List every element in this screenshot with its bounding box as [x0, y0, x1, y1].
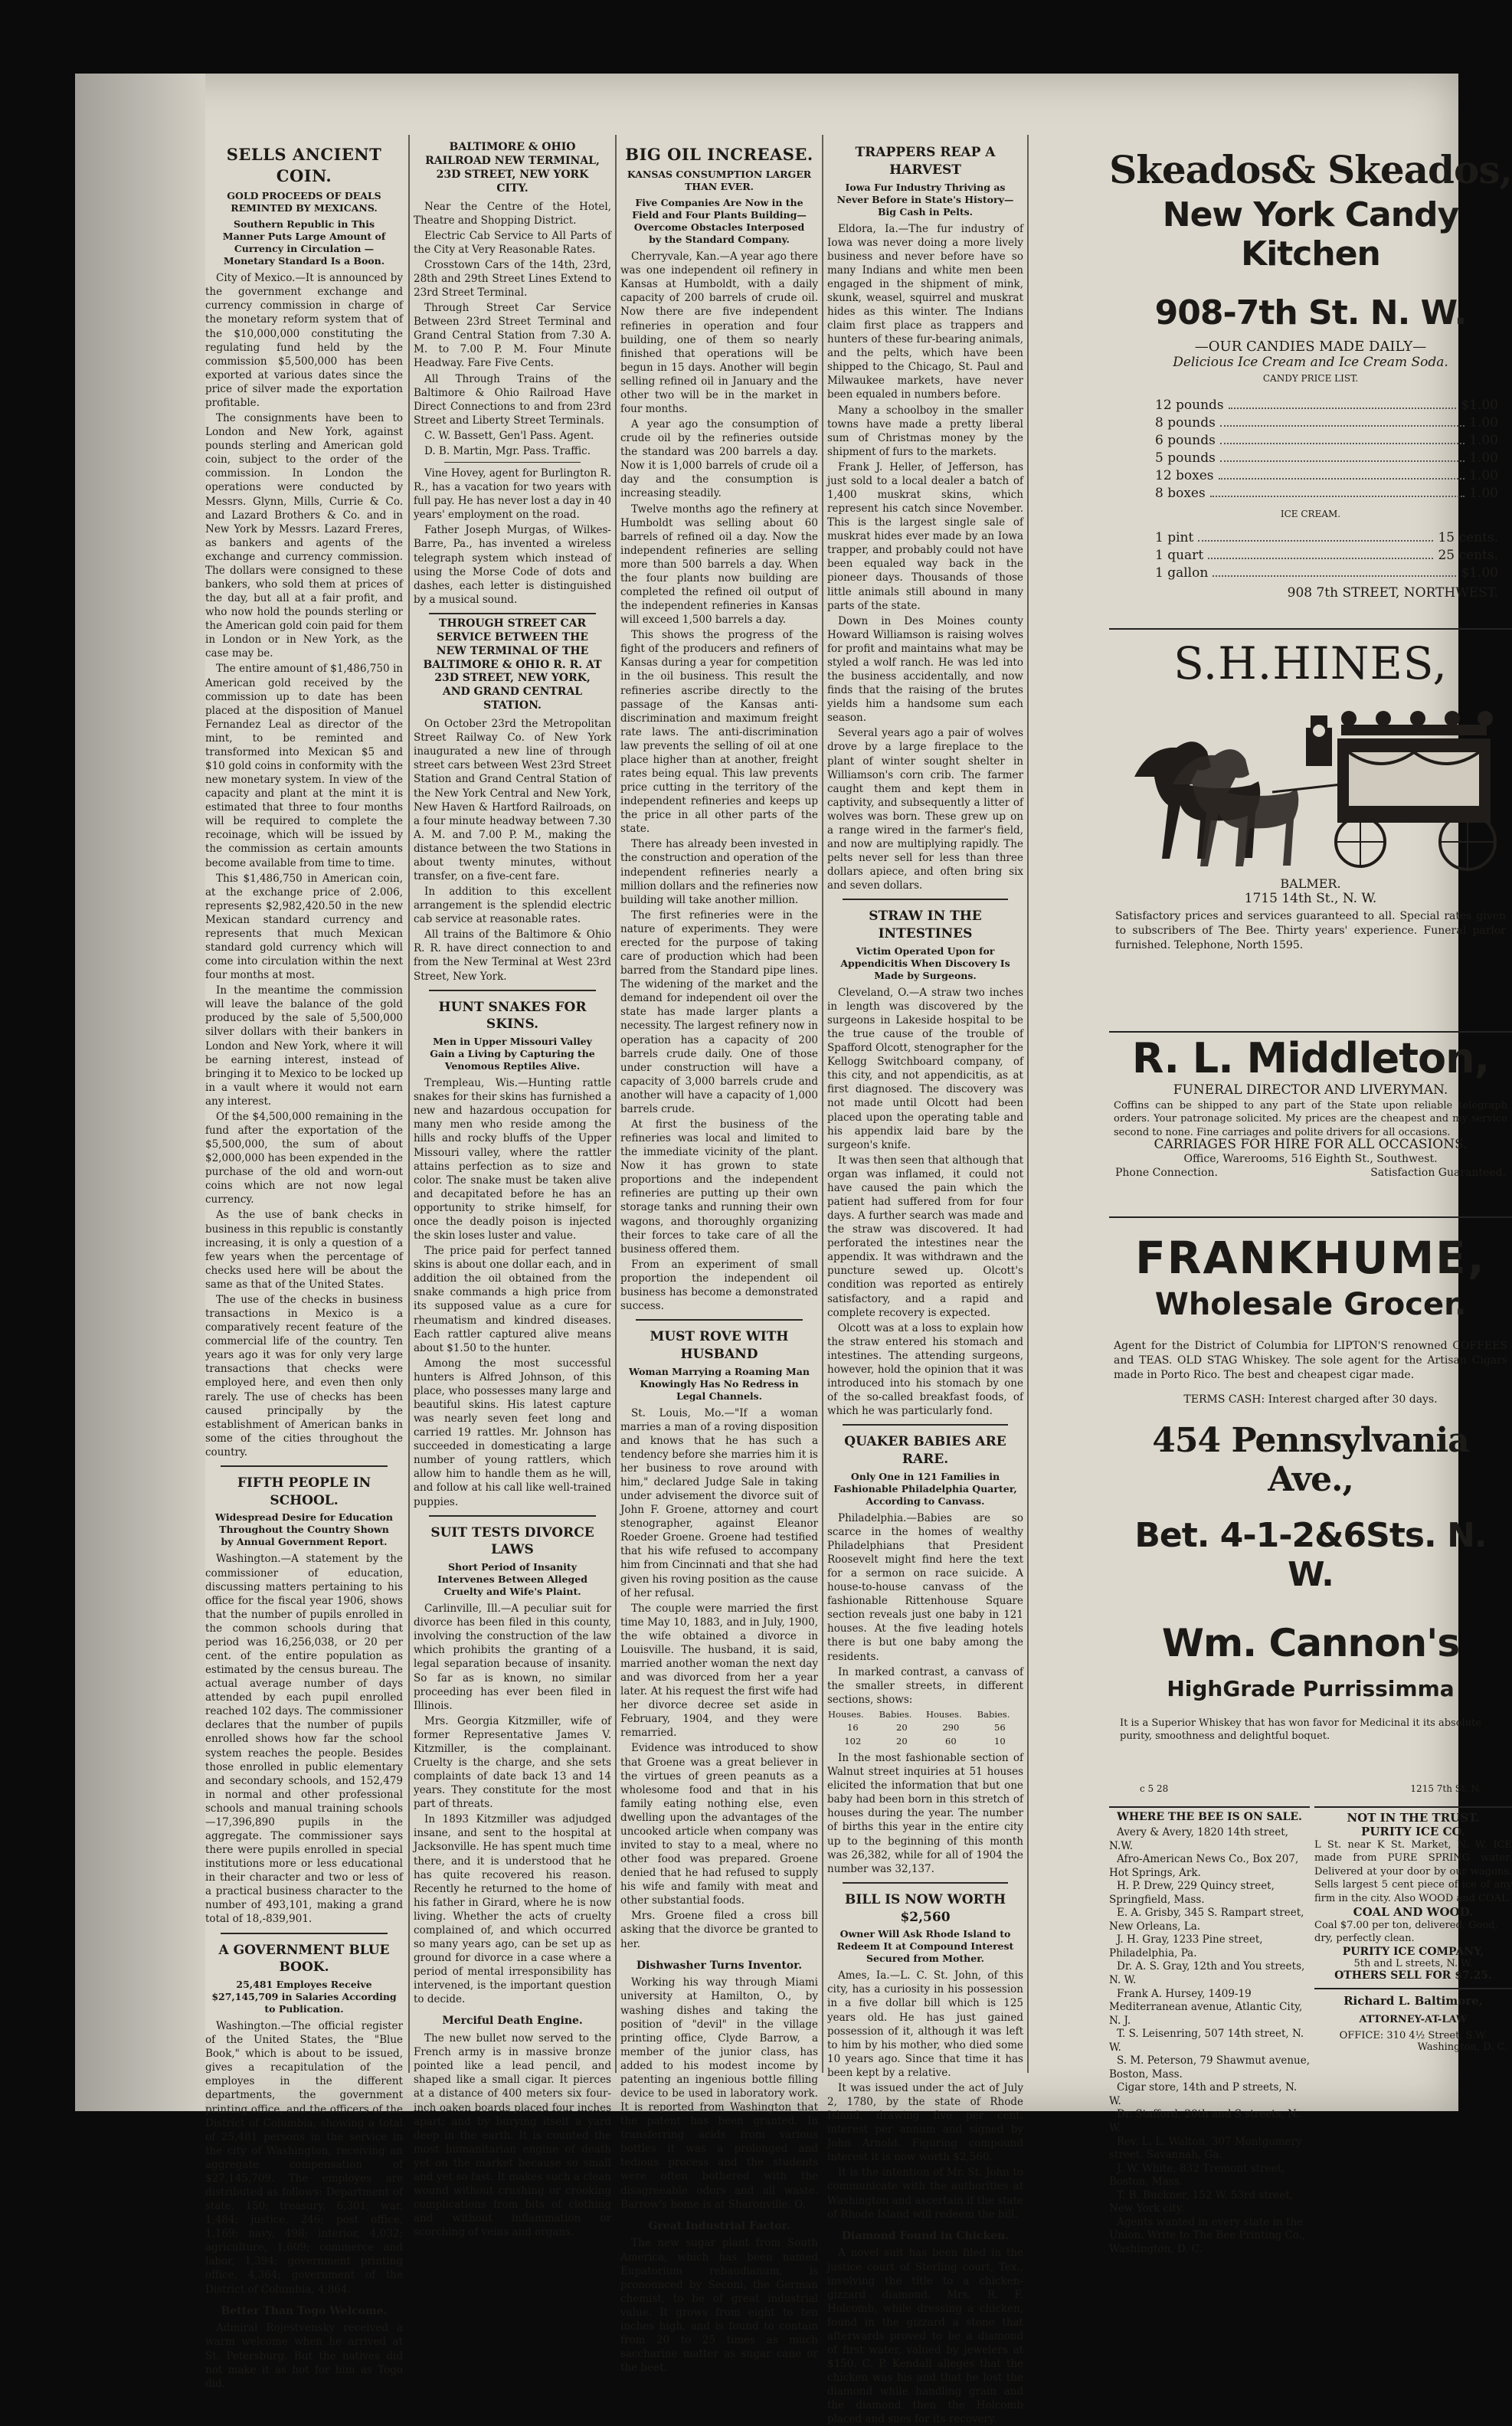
paragraph: In addition to this excellent arrangement is the splendid electric cab service at reasonable rates.	[414, 886, 611, 926]
paragraph: D. B. Martin, Mgr. Pass. Traffic.	[424, 444, 591, 457]
paragraph: Carlinville, Ill.—A peculiar suit for divorce has been filed in this county, involving the construction of the law which prohibits the granting of a legal separation because of insanity. So far as is known, no similar proceeding has ever been filed in Illinois.	[414, 1603, 611, 1712]
leader-dots	[1219, 468, 1465, 480]
minor-headline: Great Industrial Factor.	[648, 2219, 790, 2232]
ad-address: 908-7th St. N. W.	[1154, 293, 1467, 332]
column-1	[205, 139, 403, 2390]
table-cell: 290	[942, 1722, 960, 1734]
paragraph: Down in Des Moines county Howard Williamson is raising wolves for profit and maintains what may be styled a wolf ranch. He was led into the business accidentally, and now finds that the raising of the brutes yields him a handsome sum each season.	[827, 614, 1023, 725]
paragraph: There has already been invested in the construction and operation of the independent refineries nearly a million dollars and the refineries now building will take another million.	[620, 838, 818, 906]
price-row	[1155, 450, 1498, 466]
price-value: 1.00	[1469, 450, 1498, 466]
price-row	[1155, 398, 1498, 413]
table-header-cell: Babies.	[977, 1708, 1010, 1720]
headline: SUIT TESTS DIVORCE LAWS	[430, 1524, 594, 1558]
paragraph: Among the most successful hunters is Alfred Johnson, of this place, who possesses many large and beautiful skins. His latest capture was nearly seven feet long and carried 19 rattles. Mr. Johnson has succeeded in domesticating a large number of young rattlers, which allow him to handle them as he will, and follow at his call like well-trained puppies.	[414, 1357, 611, 1508]
paragraph: As the use of bank checks in business in this republic is constantly increasing, it is only a question of a few years when the percentage of checks used here will be about the same as that of the United States.	[205, 1209, 403, 1291]
price-value: 1.00	[1469, 433, 1498, 448]
column-3	[620, 139, 818, 2375]
paragraph: The new bullet now served to the French army is in massive bronze pointed like a lead pencil, and shaped like a small cigar. It pierces at a distance of 400 meters six four-inch oaken boards placed four inches apart; and by burying itself a yard deep in the earth. It is counted the most humanitarian engine of death yet on the market because so small and yet so fast. It makes such a clean wound without crushing or crooking complications from bits of clothing and without inflammation or scorching of veins and organs.	[414, 2032, 611, 2239]
divider	[444, 462, 581, 463]
frankhume-ad	[1109, 1216, 1512, 1624]
paragraph: Several years ago a pair of wolves drove by a large fireplace to the plant of winter sought shelter in Williamson's corn crib. The farmer caught them and kept them in captivity, and subsequently a litter of wolves was born. These grew up on a range wired in the farmer's field, and now are multiplying rapidly. The pelts never sell for less than three dollars apiece, and often bring six and seven dollars.	[827, 727, 1023, 892]
list-item: Afro-American News Co., Box 207, Hot Springs, Ark.	[1109, 1853, 1299, 1879]
paragraph: Ames, Ia.—L. C. St. John, of this city, has a curiosity in his possession in a five dollar bill which is 125 years old. He has just gained possession of it, although it was left to him by his mother, who died some 10 years ago. Since that time it has been kept by a relative.	[827, 1969, 1023, 2079]
subheadline: Woman Marrying a Roaming Man Knowingly Has No Redress in Legal Channels.	[629, 1365, 810, 1402]
paragraph: The consignments have been to London and New York, against pounds sterling and American gold coin, subject to the order of the commission. In London the operations were conducted by Messrs. Glynn, Mills, Currie & Co. and Lazard Brothers & Co. and in New York by Messrs. Lazard Freres, as bankers and agents of the exchange and currency commission. The dollars were consigned to these bankers, who sold them at prices of the day, but all at a fair profit, and who now hold the pounds sterling or the American gold coin paid for them in London or in New York, as the case may be.	[205, 412, 403, 660]
ad-text: Agent for the District of Columbia for LIPTON'S renowned COFFEES and TEAS. OLD STAG Whiskey. The sole agent for the Artisan Cigars made in Porto Rico. The best and cheapest cigar made.	[1114, 1340, 1507, 1381]
column-rule	[408, 135, 410, 2073]
subheadline: Widespread Desire for Education Throughout the Country Shown by Annual Government Report.	[215, 1511, 393, 1548]
paragraph: Father Joseph Murgas, of Wilkes-Barre, Pa., has invented a wireless telegraph system which instead of using the Morse Code of dots and dashes, each letter is distinguished by a musical sound.	[414, 524, 611, 606]
list-item: J. H. Gray, 1233 Pine street, Philadelphia, Pa.	[1109, 1933, 1263, 1959]
price-label: 12 pounds	[1155, 398, 1224, 413]
leader-dots	[1198, 530, 1433, 542]
ad-text: Coffins can be shipped to any part of the State upon reliable telegraph orders. Your patronage solicited. My prices are the cheapest and my service second to none. Fine carriages and polite drivers for all occasions.	[1114, 1100, 1507, 1138]
price-value: 1.00	[1469, 486, 1498, 501]
ad-title: NOT IN THE TRUST.	[1347, 1811, 1480, 1825]
price-label: 12 boxes	[1155, 468, 1214, 483]
leader-dots	[1220, 450, 1465, 462]
list-item: Frank A. Hursey, 1409-19 Mediterranean avenue, Atlantic City, N. J.	[1109, 1987, 1303, 2027]
price-value: $1.00	[1461, 565, 1498, 581]
price-value: 1.00	[1469, 468, 1498, 483]
paragraph: Crosstown Cars of the 14th, 23rd, 28th and 29th Street Lines Extend to 23rd Street Terminal.	[414, 258, 611, 300]
paragraph: Evidence was introduced to show that Groene was a great believer in the virtues of green peanuts as a wholesome food and that in his family eating nothing else, even dwelling upon the advantages of the uncooked article when company was invited to stay to a meal, where no other food was prepared. Groene denied that he had refused to supply his wife and family with meat and other substantial foods.	[620, 1742, 818, 1907]
subheadline: Owner Will Ask Rhode Island to Redeem It at Compound Interest Secured from Mother.	[836, 1928, 1014, 1965]
price-row	[1155, 565, 1498, 581]
paragraph: Vine Hovey, agent for Burlington R. R., has a vacation for two years with full pay. He has never lost a day in 40 years' employment on the road.	[414, 467, 611, 522]
ad-line: Delicious Ice Cream and Ice Cream Soda.	[1173, 355, 1448, 370]
table-cell: 102	[844, 1735, 862, 1747]
table-row	[827, 1721, 1023, 1734]
paragraph: The new sugar plant from South America, which has been named Eupatorium rebaudianum, is pronounced by Seconi, the German chemist, to be of great industrial value. It grows from eight to ten inches high, and is found to contain from 20 to 25 times as much saccharine matter as sugar cane or the beet.	[620, 2237, 818, 2375]
subheadline: Southern Republic in This Manner Puts Large Amount of Currency in Circulation — Monetary Standard Is a Boon.	[222, 218, 386, 267]
divider	[429, 613, 596, 614]
price-list	[1109, 398, 1512, 501]
paragraph: All Through Trains of the Baltimore & Ohio Railroad Have Direct Connections to and from 23rd Street and Liberty Street Terminals.	[414, 372, 611, 427]
subheadline: Only One in 121 Families in Fashionable Philadelphia Quarter, According to Canvass.	[833, 1470, 1017, 1507]
babies-table	[827, 1708, 1023, 1748]
ad-line: Coal $7.00 per ton, delivered. Good, dry, perfectly clean.	[1314, 1920, 1498, 1945]
ad-name: BALMER.	[1280, 876, 1341, 891]
paragraph: On October 23rd the Metropolitan Street Railway Co. of New York inaugurated a new line of through street cars between West 23rd Street Station and Grand Central Station of the New York Central and New York, New Haven & Hartford Railroads, on a four minute headway between 7.30 A. M. and 7.00 P. M., making the distance between the two Stations in about twenty minutes, without transfer, on a five-cent fare.	[414, 718, 611, 883]
paragraph: The use of the checks in business transactions in Mexico is a comparatively recent feature of the commercial life of the country. Ten years ago it was for only very large transactions that checks were employed here, and even then only rarely. The use of checks has been caused principally by the establishment of American banks in some of the cities throughout the country.	[205, 1293, 403, 1459]
headline: QUAKER BABIES ARE RARE.	[844, 1434, 1006, 1467]
headline: A GOVERNMENT BLUE BOOK.	[218, 1942, 390, 1976]
ad-text: It is a Superior Whiskey that has won favor for Medicinal it its absolute purity, smoothness and delightful boquet.	[1120, 1717, 1481, 1743]
paragraph: In the most fashionable section of Walnut street inquiries at 51 houses elicited the information that but one baby had been born in this stretch of houses during the year. The number of births this year in the entire city up to the beginning of this month was 26,382, while for all of 1904 the number was 32,137.	[827, 1752, 1023, 1875]
column-rule	[822, 135, 823, 2073]
paragraph: Olcott was at a loss to explain how the straw entered his stomach and intestines. The attending surgeons, however, hold the opinion that it was introduced into his stomach by one of the so-called breakfast foods, of which he was particularly fond.	[827, 1321, 1023, 1418]
list-item: Rev. L. L. Walton, 307 Montgomery street, Savannah, Ga.	[1109, 2135, 1302, 2162]
list-item: J. W. White, 832 Tremont street, Boston, Mass.	[1109, 2162, 1285, 2189]
leader-dots	[1213, 565, 1456, 577]
ice-cream-list	[1109, 530, 1512, 581]
table-header-cell: Houses.	[828, 1708, 864, 1720]
ad-line: OTHERS SELL FOR $7.25.	[1334, 1969, 1492, 1982]
paragraph: Frank J. Heller, of Jefferson, has just sold to a local dealer a batch of 1,400 muskrat skins, which represent his catch since November. This is the largest single sale of muskrat hides ever made by an Iowa trapper, and probably could not have been equaled way back in the pioneer days. Thousands of those little animals still abound in many parts of the state.	[827, 460, 1023, 612]
bee-sale-list	[1109, 1806, 1310, 2255]
leader-dots	[1229, 398, 1457, 409]
table-cell: 10	[994, 1735, 1006, 1747]
headline: STRAW IN THE INTESTINES	[869, 909, 982, 942]
table-cell: 20	[896, 1735, 908, 1747]
ad-title: FRANKHUME,	[1135, 1232, 1486, 1284]
price-row	[1155, 415, 1498, 431]
list-item: Agents wanted in every state in the Union. Write to The Bee Printing Co., Washington, D. C.	[1109, 2215, 1306, 2255]
subheadline: Iowa Fur Industry Thriving as Never Before in State's History—Big Cash in Pelts.	[836, 181, 1014, 218]
ad-subtitle: FUNERAL DIRECTOR AND LIVERYMAN.	[1173, 1082, 1448, 1098]
list-item: T. B. Buckner, 152 W. 53rd street, New York city.	[1109, 2189, 1293, 2215]
subheadline: Five Companies Are Now in the Field and Four Plants Building—Overcome Obstacles Interposed by the Standard Company.	[632, 197, 807, 246]
paragraph: Eldora, Ia.—The fur industry of Iowa was never doing a more lively business and never before have so many Indians and white men been engaged in the shipment of mink, skunk, weasel, squirrel and muskrat hides as this winter. The Indians claim first place as trappers and hunters of these fur-bearing animals, and the pelts, which have been shipped to the Chicago, St. Paul and Milwaukee markets, have never been equaled in numbers before.	[827, 222, 1023, 401]
headline: BILL IS NOW WORTH $2,560	[844, 1891, 1006, 1925]
ad-subtitle: New York Candy Kitchen	[1162, 195, 1459, 273]
price-row	[1155, 486, 1498, 501]
price-row	[1155, 548, 1498, 563]
ad-line: CARRIAGES FOR HIRE FOR ALL OCCASIONS.	[1154, 1137, 1468, 1152]
paragraph: The first refineries were in the nature of experiments. They were erected for the purpose of taking care of production which had been barred from the Standard pipe lines. The widening of the market and the demand for independent oil over the state has made larger plants a necessity. The largest refinery now in operation has a capacity of 200 barrels crude daily. One of those under construction will have a capacity of 3,000 barrels crude and another will have a capacity of 1,000 barrels crude.	[620, 909, 818, 1115]
ad-address: 1715 14th St., N. W.	[1244, 891, 1377, 906]
price-value: 15 cents.	[1438, 530, 1498, 545]
price-label: 1 quart	[1155, 548, 1204, 563]
column-rule	[1027, 135, 1029, 2073]
minor-headline: Dishwasher Turns Inventor.	[636, 1959, 803, 1972]
list-item: Dr. A. S. Gray, 12th and You streets, N. W.	[1109, 1960, 1305, 1987]
list-item: Avery & Avery, 1820 14th street, N.W.	[1109, 1826, 1288, 1852]
price-label: 5 pounds	[1155, 450, 1216, 466]
divider	[843, 1882, 1008, 1884]
ad-line: COAL AND WOOD.	[1353, 1905, 1474, 1920]
price-label: 1 gallon	[1155, 565, 1209, 581]
subheadline: KANSAS CONSUMPTION LARGER THAN EVER.	[627, 169, 812, 193]
ad-office: OFFICE: 310 4½ Street, S.W.	[1339, 2029, 1487, 2041]
paragraph: Cherryvale, Kan.—A year ago there was one independent oil refinery in Kansas at Humboldt, with a daily capacity of 200 barrels of crude oil. Now there are five independent refineries in operation and four building, one of them so nearly finished that operations will be begun in 15 days. Another will begin selling refined oil in January and the other two will be in the market in four months.	[620, 250, 818, 415]
leader-dots	[1208, 548, 1433, 559]
price-row	[1155, 468, 1498, 483]
price-value: 25 cents.	[1438, 548, 1498, 563]
table-header-cell: Houses.	[925, 1708, 962, 1720]
ad-title: R. L. Middleton,	[1131, 1034, 1490, 1082]
paragraph: Electric Cab Service to All Parts of the City at Very Reasonable Rates.	[414, 229, 611, 256]
paragraph: From an experiment of small proportion the independent oil business has become a demonstrated success.	[620, 1258, 818, 1312]
ad-title: Richard L. Baltimore,	[1343, 1993, 1483, 2008]
bee-agents-list	[1109, 1826, 1310, 2257]
paragraph: Many a schoolboy in the smaller towns have made a pretty liberal sum of Christmas money by the shipment of furs to the markets.	[827, 404, 1023, 458]
ad-line: Satisfaction Guaranteed.	[1370, 1166, 1506, 1179]
divider	[221, 1465, 388, 1467]
price-label: 8 boxes	[1155, 486, 1206, 501]
paragraph: Working his way through Miami university at Hamilton, O., by washing dishes and taking the position of "devil" in the village printing office, Clyde Barrow, a member of the junior class, has added to his modest income by patenting an ingenious bottle filling device to be used in laboratory work. It is reported from Washington that the patent has been granted. In transferring acids from various bottles it was a prolonged and tedious process and the students were often bothered with the disagreeable odors and all waste. Barrow's home is at Sharonville, O.	[620, 1976, 818, 2211]
paragraph: This $1,486,750 in American coin, at the exchange price of 2.006, represents $2,982,420.50 in the new Mexican standard currency and represents that much Mexican standard gold currency which will come into circulation within the next four months at most.	[205, 872, 403, 982]
paragraph: In marked contrast, a canvass of the smaller streets, in different sections, shows:	[827, 1665, 1023, 1706]
table-cell: 16	[847, 1722, 859, 1734]
divider	[636, 1319, 803, 1321]
paragraph: Cleveland, O.—A straw two inches in length was discovered by the surgeons in Lakeside hospital to be the true cause of the trouble of Spafford Olcott, stenographer for the Kellogg Switchboard company, of this city, and not appendicitis, as at first diagnosed. The discovery was not made until Olcott had been placed upon the operating table and his appendix laid bare by the surgeon's knife.	[827, 986, 1023, 1151]
page-edge	[75, 74, 205, 2111]
column-2	[414, 139, 611, 2239]
ad-line: CANDY PRICE LIST.	[1262, 373, 1359, 384]
middleton-ad-footer	[1109, 1137, 1512, 1195]
paragraph: Through Street Car Service Between 23rd Street Terminal and Grand Central Station from 7.30 A. M. to 7.00 P. M. Four Minute Headway. Fare Five Cents.	[414, 302, 611, 370]
leader-dots	[1210, 486, 1465, 497]
ad-city: Washington, D. C.	[1417, 2041, 1507, 2053]
paragraph: The couple were married the first time May 10, 1883, and in July, 1900, the wife obtained a divorce in Louisville. The husband, it is said, married another woman the next day and was divorced from her a year later. At his request the first wife had her divorce decree set aside in February, 1904, and they were remarried.	[620, 1602, 818, 1740]
table-header-cell: Babies.	[879, 1708, 912, 1720]
subheadline: Short Period of Insanity Intervenes Between Alleged Cruelty and Wife's Plaint.	[437, 1561, 587, 1598]
newspaper-page	[75, 74, 1512, 2426]
divider	[843, 899, 1008, 900]
price-label: 8 pounds	[1155, 415, 1216, 431]
paragraph: This shows the progress of the fight of the producers and refiners of Kansas during a year for competition in the oil business. This result the refineries ascribe directly to the passage of the Kansas anti-discrimination and maximum freight rate laws. The anti-discrimination law prevents the selling of oil at one place higher than at another, freight rates being equal. This law prevents price cutting in the territory of the independent refineries and keeps up the price in all other parts of the state.	[620, 629, 818, 836]
list-item: S. M. Peterson, 79 Shawmut avenue, Boston, Mass.	[1109, 2054, 1310, 2081]
middleton-ad	[1109, 1031, 1512, 1138]
ad-subtitle: ATTORNEY-AT-LAW	[1359, 2013, 1468, 2025]
cannon-ad	[1109, 1621, 1512, 1759]
paragraph: It is the intention of Mr. St. John to communicate with the authorities at Washington and ascertain if the state of Rhode Island will redeem the bill.	[827, 2166, 1023, 2221]
paragraph: Of the $4,500,000 remaining in the fund after the exportation of the $5,500,000, the sum of about $2,000,000 has been expended in the purchase of the old and worn-out coins which are not now legal currency.	[205, 1110, 403, 1206]
paragraph: A novel suit has been filed in the justice court of Sterling court, Tex., involving the title to a chicken-gizzard diamond. Mrs. R. F. Holcomb, while dressing a chicken, found in the gizzard a stone that afterwards proved to be a diamond of first water, valued by jewelers at $150. C. P. Kendall alleges that the chicken was his and that he lost the diamond while handling grain and the diamond then the Holcomb placed and sues for its recovery.	[827, 2247, 1023, 2426]
price-row	[1155, 433, 1498, 448]
headline: MUST ROVE WITH HUSBAND	[650, 1329, 789, 1362]
paragraph: At first the business of the refineries was local and limited to the immediate vicinity of the plant. Now it has grown to state proportions and the independent refineries are putting up their own storage tanks and running their own wagons, and thoroughly organizing their forces to take care of all the business offered them.	[620, 1118, 818, 1256]
paragraph: Washington.—The official register of the United States, the "Blue Book," which is about to be issued, gives a recapitulation of the employes in the different departments, the government printing office, and the officers of the District of Columbia, showing a total of 25,481 persons in the service in the city of Washington, receiving an aggregate compensation of $27,145,709. The employes are distributed as follows: Department of state, 150; treasury, 6,301; war, 1,484; justice, 246; post office, 1,169; navy, 498; interior, 4,032; agriculture, 1,609; commerce and labor, 1,394; government printing office, 4,364; government of the District of Columbia, 4,864.	[205, 2020, 403, 2296]
price-label: 1 pint	[1155, 530, 1194, 545]
list-item: T. S. Leisenring, 507 14th street, N. W.	[1109, 2028, 1304, 2054]
paragraph: Philadelphia.—Babies are so scarce in the homes of wealthy Philadelphians that President Roosevelt might find here the text for a sermon on race suicide. A house-to-house canvass of the fashionable Rittenhouse Square section reveals just one baby in 121 houses. At the five leading hotels there is but one baby among the residents.	[827, 1511, 1023, 1663]
ad-line: Phone Connection.	[1115, 1166, 1218, 1179]
paragraph: Twelve months ago the refinery at Humboldt was selling about 60 barrels of refined oil a day. Now the independent refineries are selling more than 500 barrels a day. When the four plants now building are completed the refined oil output of the independent refineries in Kansas will exceed 1,500 barrels a day.	[620, 503, 818, 627]
list-title: WHERE THE BEE IS ON SALE.	[1117, 1811, 1302, 1823]
paragraph: It was issued under the act of July 2, 1780, by the state of Rhode Island, drawing five per cent. interest per annum and signed by John Arnold. Figuring compound interest it is now worth $2,560.	[827, 2081, 1023, 2164]
subheadline: 25,481 Employes Receive $27,145,709 in Salaries According to Publication.	[211, 1979, 397, 2015]
ad-address: 5th and L streets, N. W.	[1353, 1957, 1473, 1969]
list-item: Cigar store, 14th and P streets, N. W.	[1109, 2081, 1298, 2107]
ad-title: Skeados& Skeados,	[1109, 147, 1512, 192]
column-rule	[615, 135, 617, 2073]
ad-footer-left: c 5 28	[1140, 1783, 1169, 1794]
divider	[221, 1933, 388, 1934]
ad-footer: 908 7th STREET, NORTHWEST.	[1287, 585, 1498, 601]
ad-subtitle: HighGrade Purrissimma	[1167, 1676, 1455, 1701]
divider	[429, 1515, 596, 1517]
table-row	[827, 1735, 1023, 1748]
ad-line: —OUR CANDIES MADE DAILY—	[1194, 339, 1427, 355]
paragraph: The price paid for perfect tanned skins is about one dollar each, and in addition the oil obtained from the snake commands a high price from its supposed value as a cure for rheumatism and kindred diseases. Each rattler captured alive means about $1.50 to the hunter.	[414, 1245, 611, 1354]
divider	[843, 1424, 1008, 1426]
hearse-illustration	[1119, 692, 1502, 876]
paragraph: City of Mexico.—It is announced by the government exchange and currency commission in charge of the monetary reform system that of the $10,000,000 constituting the regulating fund held by the commission $5,500,000 has been exported at various dates since the price of silver made the exportation profitable.	[205, 272, 403, 409]
table-cell: 60	[945, 1735, 957, 1747]
ad-terms: TERMS CASH: Interest charged after 30 days.	[1183, 1393, 1438, 1406]
paragraph: Washington.—A statement by the commissioner of education, discussing matters pertaining to his office for the fiscal year 1906, shows that the number of pupils enrolled in the common schools during that period was 16,256,038, or 20 per cent. of the entire population as estimated by the census bureau. The actual average number of days attended by each pupil enrolled reached 102 days. The commissioner declares that the number of pupils enrolled shows how far the school system reaches the people. Besides those enrolled in public elementary and secondary schools, and 152,479 in normal and other professional schools and manual training schools —17,396,890 pupils in the aggregate. The commissioner says there were pupils enrolled in special institutions more or less educational in their character and two or less of a practical business character to the number of 493,101, making a grand total of 18,-839,901.	[205, 1553, 403, 1926]
leader-dots	[1220, 433, 1465, 444]
paragraph: Admiral Rojestvensky received a warm welcome when he arrived at St. Petersburg. But the natives did not make it as hot for him as Togo did.	[205, 2322, 403, 2390]
paragraph: In the meantime the commission will leave the balance of the gold produced by the sale of 5,500,000 silver dollars with their bankers in London and New York, where it will be earning interest, instead of bringing it to Mexico to be locked up in a vault where it would not earn any interest.	[205, 984, 403, 1108]
divider	[1314, 1988, 1512, 1989]
subheadline: Victim Operated Upon for Appendicitis When Discovery Is Made by Surgeons.	[840, 945, 1010, 981]
price-value: 1.00	[1469, 415, 1498, 431]
minor-headline: Diamond Found in Chicken.	[841, 2229, 1010, 2242]
candy-kitchen-ad	[1109, 147, 1512, 622]
subheadline: Men in Upper Missouri Valley Gain a Living by Capturing the Venomous Reptiles Alive.	[430, 1036, 595, 1072]
headline: SELLS ANCIENT COIN.	[226, 145, 382, 186]
headline: TRAPPERS REAP A HARVEST	[855, 145, 996, 178]
ad-footer-right: 1215 7th St. N.	[1410, 1783, 1481, 1794]
ad-title: Wm. Cannon's	[1161, 1621, 1460, 1665]
ad-line: Office, Warerooms, 516 Eighth St., Southwest.	[1183, 1153, 1438, 1165]
price-row	[1155, 530, 1498, 545]
paragraph: Mrs. Georgia Kitzmiller, wife of former Representative James V. Kitzmiller, is the complainant. Cruelty is the charge, and she sets complaints of date back 13 and 14 years. They constitute for the most part of threats.	[414, 1714, 611, 1811]
ad-name: PURITY ICE CO.	[1361, 1825, 1465, 1838]
headline: BIG OIL INCREASE.	[625, 145, 813, 164]
paragraph: All trains of the Baltimore & Ohio R. R. have direct connection to and from the New Terminal at West 23rd Street, New York.	[414, 928, 611, 983]
ad-text: Satisfactory prices and services guaranteed to all. Special rates given to subscribers of The Bee. Thirty years' experience. Funeral parlor furnished. Telephone, North 1595.	[1115, 910, 1506, 951]
price-value: $1.00	[1461, 398, 1498, 413]
ad-footer-row	[1140, 1783, 1481, 1794]
table-cell: 56	[994, 1722, 1006, 1734]
ad-name: PURITY ICE COMPANY,	[1342, 1945, 1484, 1958]
paragraph: St. Louis, Mo.—"If a woman marries a man of a roving disposition and knows that he has such a tendency before she marries him it is her business to rove around with him," declared Judge Sale in taking under advisement the divorce suit of John F. Groene, attorney and court stenographer, against Eleanor Roeder Groene. Groene had testified that his wife refused to accompany him from Cincinnati and that she had given his roving position as the cause of her refusal.	[620, 1406, 818, 1599]
subheadline: GOLD PROCEEDS OF DEALS REMINTED BY MEXICANS.	[227, 190, 381, 214]
minor-headline: Better Than Togo Welcome.	[221, 2304, 388, 2317]
ad-address: 454 Pennsylvania Ave.,	[1152, 1421, 1469, 1499]
table-cell: 20	[896, 1722, 908, 1734]
headline: BALTIMORE & OHIO RAILROAD NEW TERMINAL, 23D STREET, NEW YORK CITY.	[425, 141, 600, 195]
ad-line: ICE CREAM.	[1280, 509, 1341, 519]
paragraph: C. W. Bassett, Gen'l Pass. Agent.	[424, 429, 594, 442]
minor-headline: Merciful Death Engine.	[442, 2015, 583, 2028]
ad-line-row	[1115, 1167, 1506, 1179]
ad-text: L St. near K St. Market, N. W. ICE made from PURE SPRING water. Delivered at your door by our wagons. Sells largest 5 cent piece of ice of any firm in the city. Also WOOD and COAL.	[1314, 1839, 1512, 1904]
paragraph: It was then seen that although that organ was inflamed, it could not have caused the pain which the patient had suffered from for four days. A further search was made and the straw was discovered. It had perforated the intestines near the appendix. It was withdrawn and the puncture sewed up. Olcott's condition was reported as entirely satisfactory, and a rapid and complete recovery is expected.	[827, 1154, 1023, 1319]
list-item: H. P. Drew, 229 Quincy street, Springfield, Mass.	[1109, 1880, 1275, 1906]
paragraph: The entire amount of $1,486,750 in American gold received by the commission up to date has been placed at the disposition of Manuel Fernandez Leal as director of the mint, to be reminted and transformed into Mexican $5 and $10 gold coins in conformity with the new monetary system. In view of the capacity and plant at the mint it is estimated that three to four months will be required to complete the recoinage, which will be issued by the commission as certain amounts become available from time to time.	[205, 663, 403, 869]
ad-subtitle: Wholesale Grocer.	[1154, 1287, 1467, 1322]
paragraph: A year ago the consumption of crude oil by the refineries outside the standard was 200 barrels a day. Now it is 1,000 barrels of crude oil a day and the consumption is increasing steadily.	[620, 418, 818, 500]
ad-bet: Bet. 4-1-2&6Sts. N. W.	[1134, 1516, 1487, 1594]
paragraph: Mrs. Groene filed a cross bill asking that the divorce be granted to her.	[620, 1910, 818, 1950]
paragraph: In 1893 Kitzmiller was adjudged insane, and sent to the hospital at Jacksonville. He has spent much time there, and it is understood that he has quite recovered his reason. Recently he returned to the home of his father in Girard, where he is now living. Whether the acts of cruelty complained of, and which occurred so many years ago, can be set up as ground for divorce in a case where a period of mental irresponsibility has intervened, is the important question to decide.	[414, 1813, 611, 2006]
leader-dots	[1220, 415, 1465, 427]
price-label: 6 pounds	[1155, 433, 1216, 448]
headline: THROUGH STREET CAR SERVICE BETWEEN THE NEW TERMINAL OF THE BALTIMORE & OHIO R. R. AT 23D STREET, NEW YORK, AND GRAND CENTRAL STATION.	[423, 617, 602, 712]
hines-ad	[1109, 628, 1512, 1030]
column-4	[827, 139, 1023, 2426]
list-item: E. A. Grisby, 345 S. Rampart street, New Orleans, La.	[1109, 1907, 1304, 1933]
paragraph: Near the Centre of the Hotel, Theatre and Shopping District.	[414, 200, 611, 227]
headline: FIFTH PEOPLE IN SCHOOL.	[237, 1475, 371, 1508]
divider	[429, 990, 596, 991]
ice-co-ad	[1314, 1806, 1512, 2099]
paragraph: Trempleau, Wis.—Hunting rattle snakes for their skins has furnished a new and hazardous occupation for many men who reside among the hills and rocky bluffs of the Upper Missouri valley, where the rattler attains perfection as to size and color. The snake must be taken alive and decapitated before he has an opportunity to strike himself, for once the deadly poison is injected the skin loses luster and value.	[414, 1077, 611, 1242]
cannon-ad-footer	[1109, 1783, 1512, 1802]
ad-title: S.H.HINES,	[1173, 637, 1448, 689]
headline: HUNT SNAKES FOR SKINS.	[438, 999, 587, 1033]
list-item: Dr. Stafford, 20th and S streets, N. W.	[1109, 2108, 1300, 2135]
